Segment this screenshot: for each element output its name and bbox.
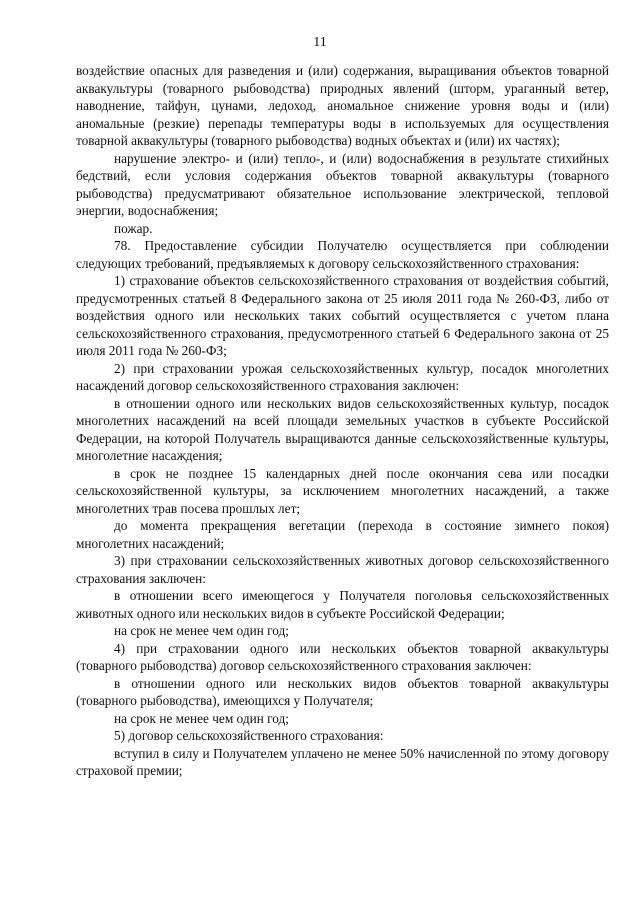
paragraph: в отношении одного или нескольких видов сельскохозяйственных культур, посадок многолетних насаждений на всей площади земельных участков в субъекте Российской Федерации, на которой Получатель выращиваются данные сельскохозяйственные культуры, многолетние насаждения;	[76, 395, 609, 463]
paragraph: 5) договор сельскохозяйственного страхования:	[114, 728, 384, 743]
paragraph: на срок не менее чем один год;	[114, 623, 289, 638]
paragraph: в срок не позднее 15 календарных дней после окончания сева или посадки сельскохозяйственной культуры, за исключением многолетних насаждений, а также многолетних трав посева прошлых лет;	[76, 465, 609, 516]
paragraph: на срок не менее чем один год;	[114, 710, 289, 726]
paragraph: 4) при страховании одного или нескольких объектов товарной аквакультуры (товарного рыбоводства) договор сельскохозяйственного страхования заключен:	[76, 640, 609, 673]
paragraph: вступил в силу и Получателем уплачено не менее 50% начисленной по этому договору страховой премии;	[76, 745, 609, 778]
paragraph: в отношении всего имеющегося у Получателя поголовья сельскохозяйственных животных одного или нескольких видов в субъекте Российской Федерации;	[76, 588, 609, 621]
paragraph: 78. Предоставление субсидии Получателю осуществляется при соблюдении следующих требований, предъявляемых к договору сельскохозяйственного страхования:	[76, 238, 609, 271]
paragraph: 1) страхование объектов сельскохозяйственного страхования от воздействия событий, предусмотренных статьей 8 Федерального закона от 25 июля 2011 года № 260-ФЗ, либо от воздействия одного или нескольких таких событий осуществляется с учетом плана сельскохозяйственного страхования, предусмотренного статьей 6 Федерального закона от 25 июля 2011 года № 260-ФЗ;	[76, 273, 609, 358]
paragraph: 2) при страховании урожая сельскохозяйственных культур, посадок многолетних насаждений договор сельскохозяйственного страхования заключен:	[76, 360, 609, 393]
paragraph: в отношении одного или нескольких видов объектов товарной аквакультуры (товарного рыбоводства), имеющихся у Получателя;	[76, 675, 609, 708]
paragraph: пожар.	[114, 220, 153, 236]
body-text	[76, 62, 609, 780]
paragraph: 3) при страховании сельскохозяйственных животных договор сельскохозяйственного страхования заключен:	[76, 553, 609, 586]
paragraph: нарушение электро- и (или) тепло-, и (или) водоснабжения в результате стихийных бедствий, если условия содержания объектов товарной аквакультуры (товарного рыбоводства) предусматривают обязательное использование электрической, тепловой энергии, водоснабжения;	[76, 150, 609, 218]
paragraph: до момента прекращения вегетации (перехода в состояние зимнего покоя) многолетних насаждений;	[76, 518, 609, 551]
paragraph: воздействие опасных для разведения и (или) содержания, выращивания объектов товарной аквакультуры (товарного рыбоводства) природных явлений (шторм, ураганный ветер, наводнение, тайфун, цунами, ледоход, аномальное снижение уровня воды и (или) аномальные (резкие) перепады температуры воды в используемых для осуществления товарной аквакультуры (товарного рыбоводства) водных объектах и (или) их частях);	[76, 63, 609, 148]
page-number: 11	[313, 35, 327, 50]
